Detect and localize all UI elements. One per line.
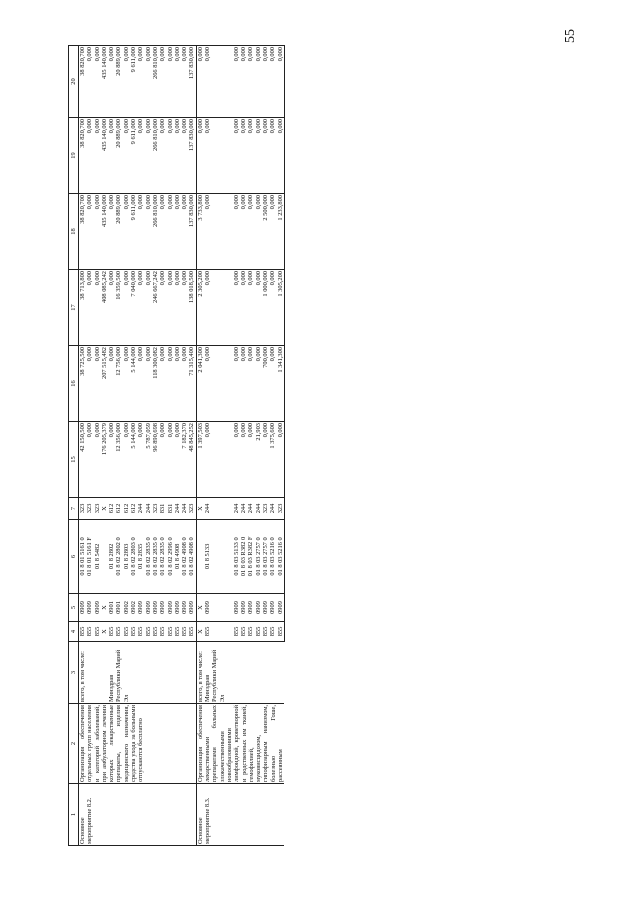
amount-cell: 0,000 xyxy=(204,346,233,422)
amount-cell: 0,000 xyxy=(240,422,247,498)
code-cell: 01 8 01 5161 F xyxy=(86,520,93,594)
amount-cell: 0,000 xyxy=(174,422,181,498)
amount-cell: 0,000 xyxy=(86,270,93,346)
amount-cell: 0,000 xyxy=(233,194,240,270)
code-cell: 855 xyxy=(167,622,174,642)
code-cell: 0909 xyxy=(174,594,181,622)
code-cell: 01 8 02 2802 0 xyxy=(115,520,122,594)
amount-cell: 0,000 xyxy=(269,118,276,194)
amount-cell: 0,000 xyxy=(233,46,240,118)
code-cell: 0909 xyxy=(277,594,285,622)
code-cell: 244 xyxy=(255,498,262,520)
table-row xyxy=(196,46,204,846)
code-cell: 0909 xyxy=(262,594,269,622)
code-cell: 0909 xyxy=(269,594,276,622)
code-cell: 323 xyxy=(79,498,87,520)
code-cell: 244 xyxy=(145,498,152,520)
amount-cell: 0,000 xyxy=(277,46,285,118)
code-cell: 01 8 02 2835 0 xyxy=(145,520,152,594)
amount-cell: 5 144,000 xyxy=(130,422,137,498)
code-cell: 0909 xyxy=(204,594,233,622)
amount-cell: 0,000 xyxy=(145,346,152,422)
amount-cell: 21,903 xyxy=(255,422,262,498)
amount-cell: 0,000 xyxy=(181,118,188,194)
code-cell: 855 xyxy=(123,622,130,642)
code-cell: 855 xyxy=(181,622,188,642)
col-header: 1 xyxy=(69,784,79,846)
amount-cell: 0,000 xyxy=(137,46,144,118)
amount-cell: 0,000 xyxy=(269,346,276,422)
col-header: 4 xyxy=(69,622,79,642)
amount-cell: 0,000 xyxy=(269,270,276,346)
amount-cell: 0,000 xyxy=(204,46,233,118)
amount-cell: 9 611,000 xyxy=(130,118,137,194)
amount-cell: 0,000 xyxy=(159,346,166,422)
code-cell: 0902 xyxy=(130,594,137,622)
amount-cell: 38 725,500 xyxy=(79,346,87,422)
amount-cell: 0,000 xyxy=(204,270,233,346)
amount-cell: 0,000 xyxy=(137,346,144,422)
table-row xyxy=(79,46,87,846)
amount-cell: 0,000 xyxy=(167,346,174,422)
amount-cell: 38 820,700 xyxy=(79,46,87,118)
amount-cell: 0,000 xyxy=(86,194,93,270)
funding-source: Минздрав Республики Марий Эл xyxy=(204,642,284,704)
code-cell: 01 8 5482 xyxy=(94,520,101,594)
code-cell: 323 xyxy=(188,498,196,520)
col-header: 18 xyxy=(69,194,79,270)
code-cell: 01 8 03 5216 0 xyxy=(277,520,285,594)
amount-cell: 0,000 xyxy=(145,194,152,270)
amount-cell: 0,000 xyxy=(204,118,233,194)
amount-cell: 0,000 xyxy=(196,46,204,118)
code-cell: 612 xyxy=(108,498,115,520)
col-header: 7 xyxy=(69,498,79,520)
code-cell: 855 xyxy=(269,622,276,642)
code-cell: 244 xyxy=(204,498,233,520)
rotated-table-container xyxy=(68,46,556,846)
amount-cell: 12 756,000 xyxy=(115,346,122,422)
code-cell: 855 xyxy=(130,622,137,642)
amount-cell: 20 889,000 xyxy=(115,118,122,194)
amount-cell: 435 140,000 xyxy=(101,118,108,194)
amount-cell: 0,000 xyxy=(167,118,174,194)
amount-cell: 0,000 xyxy=(108,194,115,270)
code-cell: 01 8 02 4908 0 xyxy=(188,520,196,594)
amount-cell: 38 713,800 xyxy=(79,270,87,346)
code-cell: Х xyxy=(196,622,204,642)
amount-cell: 0,000 xyxy=(174,46,181,118)
amount-cell: 71 315,400 xyxy=(188,346,196,422)
amount-cell: 0,000 xyxy=(145,46,152,118)
code-cell: 831 xyxy=(167,498,174,520)
amount-cell: 0,000 xyxy=(94,346,101,422)
amount-cell: 0,000 xyxy=(247,118,254,194)
code-cell: 855 xyxy=(86,622,93,642)
amount-cell: 0,000 xyxy=(181,46,188,118)
col-header: 2 xyxy=(69,704,79,784)
code-cell: 01 8 2803 xyxy=(123,520,130,594)
amount-cell: 0,000 xyxy=(240,118,247,194)
code-cell: 855 xyxy=(152,622,159,642)
amount-cell: 0,000 xyxy=(123,346,130,422)
amount-cell: 0,000 xyxy=(137,422,144,498)
code-cell: 855 xyxy=(137,622,144,642)
amount-cell: 0,000 xyxy=(167,46,174,118)
amount-cell: 0,000 xyxy=(255,194,262,270)
amount-cell: 1 375,600 xyxy=(269,422,276,498)
amount-cell: 1 341,300 xyxy=(277,346,285,422)
col-header: 3 xyxy=(69,642,79,704)
amount-cell: 0,000 xyxy=(269,46,276,118)
amount-cell: 435 140,000 xyxy=(101,46,108,118)
code-cell: 0909 xyxy=(94,594,101,622)
amount-cell: 1 397,503 xyxy=(196,422,204,498)
code-cell: 855 xyxy=(255,622,262,642)
code-cell: 323 xyxy=(94,498,101,520)
code-cell: 323 xyxy=(86,498,93,520)
code-cell: Х xyxy=(196,498,204,520)
code-cell: 244 xyxy=(137,498,144,520)
amount-cell: 0,000 xyxy=(174,270,181,346)
amount-cell: 0,000 xyxy=(233,346,240,422)
code-cell: 01 8 5133 xyxy=(204,520,233,594)
code-cell: 01 8 02 2835 0 xyxy=(159,520,166,594)
amount-cell: 0,000 xyxy=(123,422,130,498)
code-cell xyxy=(196,520,204,594)
amount-cell: 0,000 xyxy=(86,118,93,194)
code-cell: 0909 xyxy=(181,594,188,622)
code-cell: 0909 xyxy=(247,594,254,622)
code-cell: Х xyxy=(101,594,108,622)
col-header: 15 xyxy=(69,422,79,498)
amount-cell: 0,000 xyxy=(86,346,93,422)
amount-cell: 0,000 xyxy=(159,194,166,270)
amount-cell: 137 830,000 xyxy=(188,194,196,270)
code-cell: 244 xyxy=(174,498,181,520)
amount-cell: 0,000 xyxy=(174,194,181,270)
code-cell: 0909 xyxy=(145,594,152,622)
amount-cell: 266 810,000 xyxy=(152,46,159,118)
amount-cell: 0,000 xyxy=(247,194,254,270)
amount-cell: 0,000 xyxy=(196,118,204,194)
code-cell: 855 xyxy=(115,622,122,642)
amount-cell: 0,000 xyxy=(277,118,285,194)
measure-code: Основное мероприятие 8.2. xyxy=(79,784,197,846)
code-cell: 855 xyxy=(108,622,115,642)
amount-cell: 0,000 xyxy=(262,118,269,194)
code-cell: 0909 xyxy=(233,594,240,622)
amount-cell: 20 889,000 xyxy=(115,194,122,270)
amount-cell: 0,000 xyxy=(123,46,130,118)
code-cell: 0909 xyxy=(167,594,174,622)
amount-cell: 0,000 xyxy=(137,118,144,194)
code-cell: 01 8 2802 xyxy=(108,520,115,594)
code-cell: 0909 xyxy=(159,594,166,622)
amount-cell: 38 820,700 xyxy=(79,118,87,194)
amount-cell: 0,000 xyxy=(94,194,101,270)
col-header: 19 xyxy=(69,118,79,194)
amount-cell: 0,000 xyxy=(240,194,247,270)
amount-cell: 0,000 xyxy=(86,422,93,498)
amount-cell: 0,000 xyxy=(247,270,254,346)
amount-cell: 2 041,300 xyxy=(196,346,204,422)
amount-cell: 0,000 xyxy=(167,194,174,270)
amount-cell: 0,000 xyxy=(86,46,93,118)
amount-cell: 0,000 xyxy=(159,118,166,194)
col-header: 16 xyxy=(69,346,79,422)
amount-cell: 0,000 xyxy=(181,270,188,346)
amount-cell: 408 085,242 xyxy=(101,270,108,346)
amount-cell: 0,000 xyxy=(108,46,115,118)
amount-cell: 0,000 xyxy=(159,46,166,118)
code-cell: Х xyxy=(101,622,108,642)
amount-cell: 0,000 xyxy=(181,194,188,270)
amount-cell: 266 810,000 xyxy=(152,118,159,194)
code-cell: 855 xyxy=(174,622,181,642)
code-cell: 01 8 03 5133 0 xyxy=(233,520,240,594)
amount-cell: 0,000 xyxy=(137,270,144,346)
code-cell: 855 xyxy=(204,622,233,642)
amount-cell: 0,000 xyxy=(145,118,152,194)
amount-cell: 0,000 xyxy=(255,118,262,194)
amount-cell: 0,000 xyxy=(181,346,188,422)
code-cell: 855 xyxy=(145,622,152,642)
amount-cell: 2 305,200 xyxy=(196,270,204,346)
col-header: 17 xyxy=(69,270,79,346)
code-cell: 0909 xyxy=(79,594,87,622)
code-cell: 0909 xyxy=(188,594,196,622)
amount-cell: 0,000 xyxy=(262,46,269,118)
col-header: 5 xyxy=(69,594,79,622)
amount-cell: 0,000 xyxy=(123,118,130,194)
code-cell: 323 xyxy=(152,498,159,520)
code-cell: 855 xyxy=(233,622,240,642)
code-cell: 01 8 03 5216 0 xyxy=(269,520,276,594)
code-cell: 855 xyxy=(159,622,166,642)
amount-cell: 9 611,000 xyxy=(130,46,137,118)
amount-cell: 96 890,698 xyxy=(152,422,159,498)
code-cell: Х xyxy=(196,594,204,622)
amount-cell: 0,000 xyxy=(255,270,262,346)
col-header: 6 xyxy=(69,520,79,594)
code-cell: 855 xyxy=(240,622,247,642)
amount-cell: 42 150,500 xyxy=(79,422,87,498)
amount-cell: 0,000 xyxy=(108,118,115,194)
amount-cell: 0,000 xyxy=(123,194,130,270)
amount-cell: 118 300,082 xyxy=(152,346,159,422)
amount-cell: 0,000 xyxy=(94,270,101,346)
code-cell: 01 8 02 2996 0 xyxy=(167,520,174,594)
code-cell: 0909 xyxy=(255,594,262,622)
code-cell: 0902 xyxy=(123,594,130,622)
amount-cell: 0,000 xyxy=(255,46,262,118)
amount-cell: 0,000 xyxy=(108,422,115,498)
amount-cell: 1 000,000 xyxy=(262,270,269,346)
funding-source: всего, в том числе: xyxy=(196,642,204,704)
code-cell: 01 8 01 5161 0 xyxy=(79,520,87,594)
code-cell: 855 xyxy=(262,622,269,642)
amount-cell: 48 845,252 xyxy=(188,422,196,498)
amount-cell: 0,000 xyxy=(262,422,269,498)
table-body xyxy=(79,46,285,846)
amount-cell: 0,000 xyxy=(174,346,181,422)
code-cell: Х xyxy=(101,498,108,520)
amount-cell: 7 182,370 xyxy=(181,422,188,498)
amount-cell: 0,000 xyxy=(255,346,262,422)
code-cell: 0901 xyxy=(115,594,122,622)
amount-cell: 0,000 xyxy=(240,270,247,346)
code-cell: 0909 xyxy=(152,594,159,622)
amount-cell: 0,000 xyxy=(247,346,254,422)
code-cell: 855 xyxy=(247,622,254,642)
measure-description: Организация обеспечения лекарственными препаратами больных злокачественными новообразованиями лимфоидной, кроветворной и родственных им тканей, гемофилией, муковисцидозом, гипофизарным нанизмом, болезнью Гоше, рассеянным xyxy=(196,705,285,782)
code-cell: 612 xyxy=(115,498,122,520)
code-cell: 01 8 03 2757 0 xyxy=(262,520,269,594)
amount-cell: 0,000 xyxy=(167,422,174,498)
amount-cell: 3 733,800 xyxy=(196,194,204,270)
code-cell: 01 8 02 2835 0 xyxy=(152,520,159,594)
amount-cell: 0,000 xyxy=(123,270,130,346)
code-cell: 01 8 2835 xyxy=(137,520,144,594)
amount-cell: 0,000 xyxy=(240,346,247,422)
amount-cell: 0,000 xyxy=(159,422,166,498)
amount-cell: 0,000 xyxy=(94,118,101,194)
amount-cell: 2 500,000 xyxy=(262,194,269,270)
amount-cell: 1 305,200 xyxy=(277,270,285,346)
code-cell: 01 8 03 R382 0 xyxy=(240,520,247,594)
amount-cell: 0,000 xyxy=(277,422,285,498)
amount-cell: 0,000 xyxy=(240,46,247,118)
amount-cell: 207 515,482 xyxy=(101,346,108,422)
code-cell: 244 xyxy=(181,498,188,520)
amount-cell: 16 359,500 xyxy=(115,270,122,346)
amount-cell: 0,000 xyxy=(137,194,144,270)
header-row xyxy=(69,46,79,846)
code-cell: 831 xyxy=(159,498,166,520)
code-cell: 244 xyxy=(233,498,240,520)
amount-cell: 12 356,000 xyxy=(115,422,122,498)
amount-cell: 138 018,500 xyxy=(188,270,196,346)
amount-cell: 9 611,000 xyxy=(130,194,137,270)
amount-cell: 0,000 xyxy=(94,46,101,118)
code-cell: 855 xyxy=(188,622,196,642)
col-header: 20 xyxy=(69,46,79,118)
amount-cell: 0,000 xyxy=(269,194,276,270)
code-cell: 244 xyxy=(269,498,276,520)
code-cell: 323 xyxy=(262,498,269,520)
amount-cell: 435 140,000 xyxy=(101,194,108,270)
code-cell: 01 8 02 4908 0 xyxy=(181,520,188,594)
code-cell: 0901 xyxy=(108,594,115,622)
amount-cell: 0,000 xyxy=(108,346,115,422)
amount-cell: 0,000 xyxy=(233,118,240,194)
code-cell: 0909 xyxy=(137,594,144,622)
page-number: 55 xyxy=(563,29,578,43)
measure-code: Основное мероприятие 8.3. xyxy=(196,784,284,846)
amount-cell: 0,000 xyxy=(174,118,181,194)
amount-cell: 266 810,000 xyxy=(152,194,159,270)
amount-cell: 0,000 xyxy=(233,422,240,498)
code-cell: 323 xyxy=(277,498,285,520)
amount-cell: 137 830,000 xyxy=(188,118,196,194)
code-cell: 01 8 4908 xyxy=(174,520,181,594)
amount-cell: 137 830,000 xyxy=(188,46,196,118)
code-cell: 244 xyxy=(240,498,247,520)
amount-cell: 0,000 xyxy=(108,270,115,346)
amount-cell: 5 144,000 xyxy=(130,346,137,422)
amount-cell: 0,000 xyxy=(204,194,233,270)
amount-cell: 20 889,000 xyxy=(115,46,122,118)
funding-source: всего, в том числе: xyxy=(79,642,109,704)
code-cell: 855 xyxy=(79,622,87,642)
amount-cell: 700,000 xyxy=(262,346,269,422)
amount-cell: 0,000 xyxy=(167,270,174,346)
code-cell xyxy=(101,520,108,594)
budget-table xyxy=(68,45,285,846)
amount-cell: 0,000 xyxy=(159,270,166,346)
amount-cell: 0,000 xyxy=(204,422,233,498)
code-cell: 855 xyxy=(277,622,285,642)
funding-source: Минздрав Республики Марий Эл xyxy=(108,642,196,704)
amount-cell: 246 667,242 xyxy=(152,270,159,346)
amount-cell: 0,000 xyxy=(233,270,240,346)
code-cell: 0909 xyxy=(86,594,93,622)
amount-cell: 1 233,800 xyxy=(277,194,285,270)
amount-cell: 0,000 xyxy=(247,422,254,498)
code-cell: 0909 xyxy=(240,594,247,622)
code-cell: 612 xyxy=(130,498,137,520)
amount-cell: 5 787,059 xyxy=(145,422,152,498)
code-cell: 01 8 03 2757 0 xyxy=(255,520,262,594)
amount-cell: 0,000 xyxy=(94,422,101,498)
code-cell: 01 8 03 R382 F xyxy=(247,520,254,594)
measure-description: Организация обеспечения отдельных групп населения и категорий заболеваний, при амбулаторном лечении которых лекарственные препараты, изделия медицинского назначения, средства ухода за больными отпускаются бесплатно xyxy=(79,704,197,784)
amount-cell: 0,000 xyxy=(247,46,254,118)
amount-cell: 38 820,700 xyxy=(79,194,87,270)
code-cell: 01 8 02 2803 0 xyxy=(130,520,137,594)
code-cell: 244 xyxy=(247,498,254,520)
amount-cell: 7 040,000 xyxy=(130,270,137,346)
code-cell: 612 xyxy=(123,498,130,520)
code-cell: 855 xyxy=(94,622,101,642)
amount-cell: 0,000 xyxy=(145,270,152,346)
amount-cell: 176 205,379 xyxy=(101,422,108,498)
